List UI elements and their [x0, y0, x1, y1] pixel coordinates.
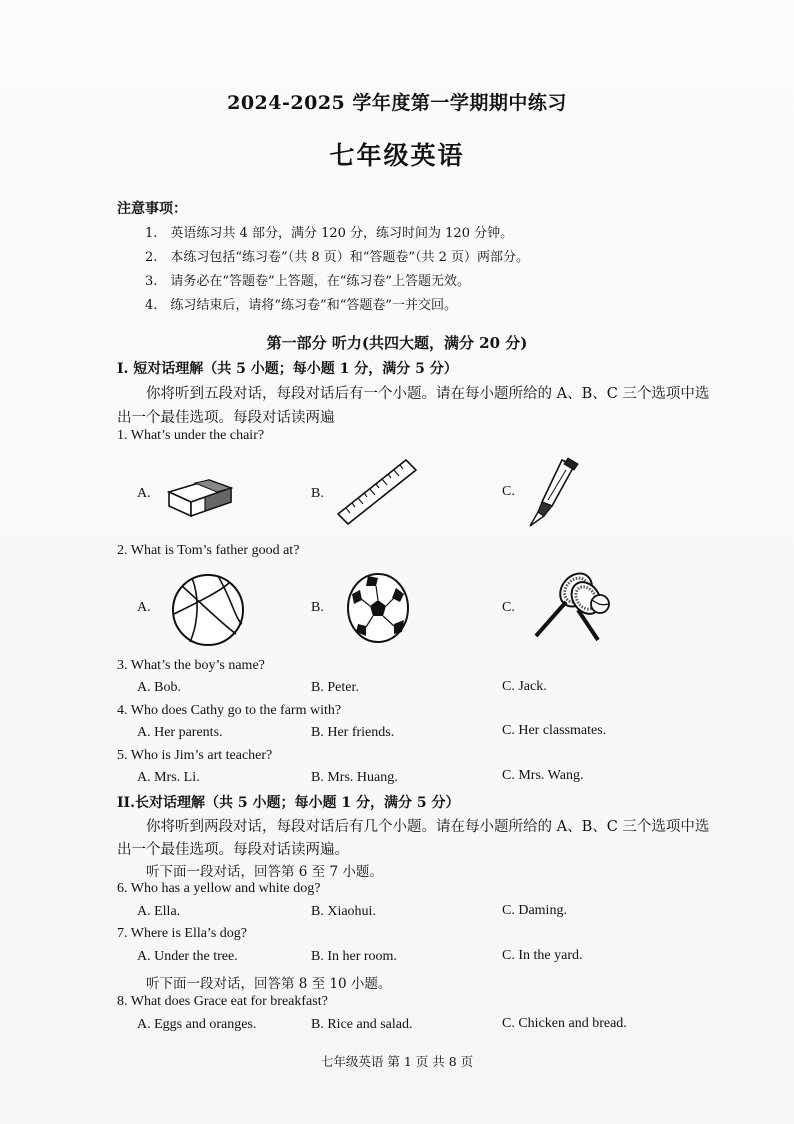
- option-a: A. Her parents.: [137, 725, 223, 740]
- notice-item: 2. 本练习包括“练习卷”（共 8 页）和“答题卷”（共 2 页）两部分。: [145, 250, 530, 265]
- option-c: C. Chicken and bread.: [502, 1016, 627, 1031]
- question-stem: 4. Who does Cathy go to the farm with?: [117, 703, 342, 718]
- option-a: A.: [137, 600, 151, 615]
- option-c: C. Jack.: [502, 679, 547, 694]
- basketball-icon: [170, 572, 246, 648]
- option-a: A. Ella.: [137, 904, 181, 919]
- option-b: B.: [311, 486, 324, 501]
- option-b: B. Xiaohui.: [311, 904, 376, 919]
- option-b: B.: [311, 600, 324, 615]
- section2-instructions: 你将听到两段对话，每段对话后有几个小题。请在每小题所给的 A、B、C 三个选项中选: [146, 819, 710, 835]
- part1-heading: 第一部分 听力(共四大题，满分 20 分): [266, 334, 528, 352]
- option-c: C. Mrs. Wang.: [502, 768, 584, 783]
- fountain-pen-icon: [522, 456, 582, 528]
- notice-item: 1. 英语练习共 4 部分，满分 120 分，练习时间为 120 分钟。: [145, 226, 514, 241]
- question-stem: 7. Where is Ella’s dog?: [117, 926, 247, 941]
- section1-instructions: 你将听到五段对话，每段对话后有一个小题。请在每小题所给的 A、B、C 三个选项中选: [146, 386, 710, 402]
- notice-heading: 注意事项：: [117, 201, 187, 217]
- option-a: A.: [137, 486, 151, 501]
- option-a: A. Under the tree.: [137, 949, 238, 964]
- question-stem: 1. What’s under the chair?: [117, 428, 265, 443]
- page-footer: 七年级英语 第 1 页 共 8 页: [320, 1054, 474, 1069]
- option-c: C. Daming.: [502, 903, 567, 918]
- exam-subject: 七年级英语: [329, 141, 465, 170]
- option-c: C.: [502, 600, 515, 615]
- option-b: B. Rice and salad.: [311, 1017, 413, 1032]
- exam-title: 2024-2025 学年度第一学期期中练习: [227, 92, 567, 114]
- option-a: A. Bob.: [137, 680, 181, 695]
- eraser-icon: [165, 470, 235, 518]
- option-b: B. Mrs. Huang.: [311, 770, 398, 785]
- section2-instructions: 出一个最佳选项。每段对话读两遍。: [117, 842, 349, 858]
- dialog-note: 听下面一段对话，回答第 8 至 10 小题。: [146, 976, 392, 992]
- section1-instructions: 出一个最佳选项。每段对话读两遍: [117, 410, 335, 426]
- option-c: C. Her classmates.: [502, 723, 607, 738]
- option-a: A. Mrs. Li.: [137, 770, 200, 785]
- option-c: C. In the yard.: [502, 948, 583, 963]
- option-a: A. Eggs and oranges.: [137, 1017, 257, 1032]
- section2-heading: II.长对话理解（共 5 小题；每小题 1 分，满分 5 分）: [117, 795, 460, 811]
- option-b: B. In her room.: [311, 949, 397, 964]
- question-stem: 3. What’s the boy’s name?: [117, 658, 265, 673]
- option-c: C.: [502, 484, 515, 499]
- notice-item: 3. 请务必在“答题卷”上答题，在“练习卷”上答题无效。: [145, 274, 470, 289]
- question-stem: 2. What is Tom’s father good at?: [117, 543, 300, 558]
- soccer-ball-icon: [346, 572, 410, 644]
- question-stem: 8. What does Grace eat for breakfast?: [117, 994, 328, 1009]
- option-b: B. Peter.: [311, 680, 359, 695]
- dialog-note: 听下面一段对话，回答第 6 至 7 小题。: [146, 864, 383, 880]
- section1-heading: I. 短对话理解（共 5 小题；每小题 1 分，满分 5 分）: [117, 361, 458, 377]
- question-stem: 5. Who is Jim’s art teacher?: [117, 748, 273, 763]
- question-stem: 6. Who has a yellow and white dog?: [117, 881, 321, 896]
- ruler-icon: [336, 458, 418, 528]
- option-b: B. Her friends.: [311, 725, 395, 740]
- tennis-rackets-icon: [528, 568, 616, 644]
- notice-item: 4. 练习结束后，请将“练习卷”和“答题卷”一并交回。: [145, 298, 457, 313]
